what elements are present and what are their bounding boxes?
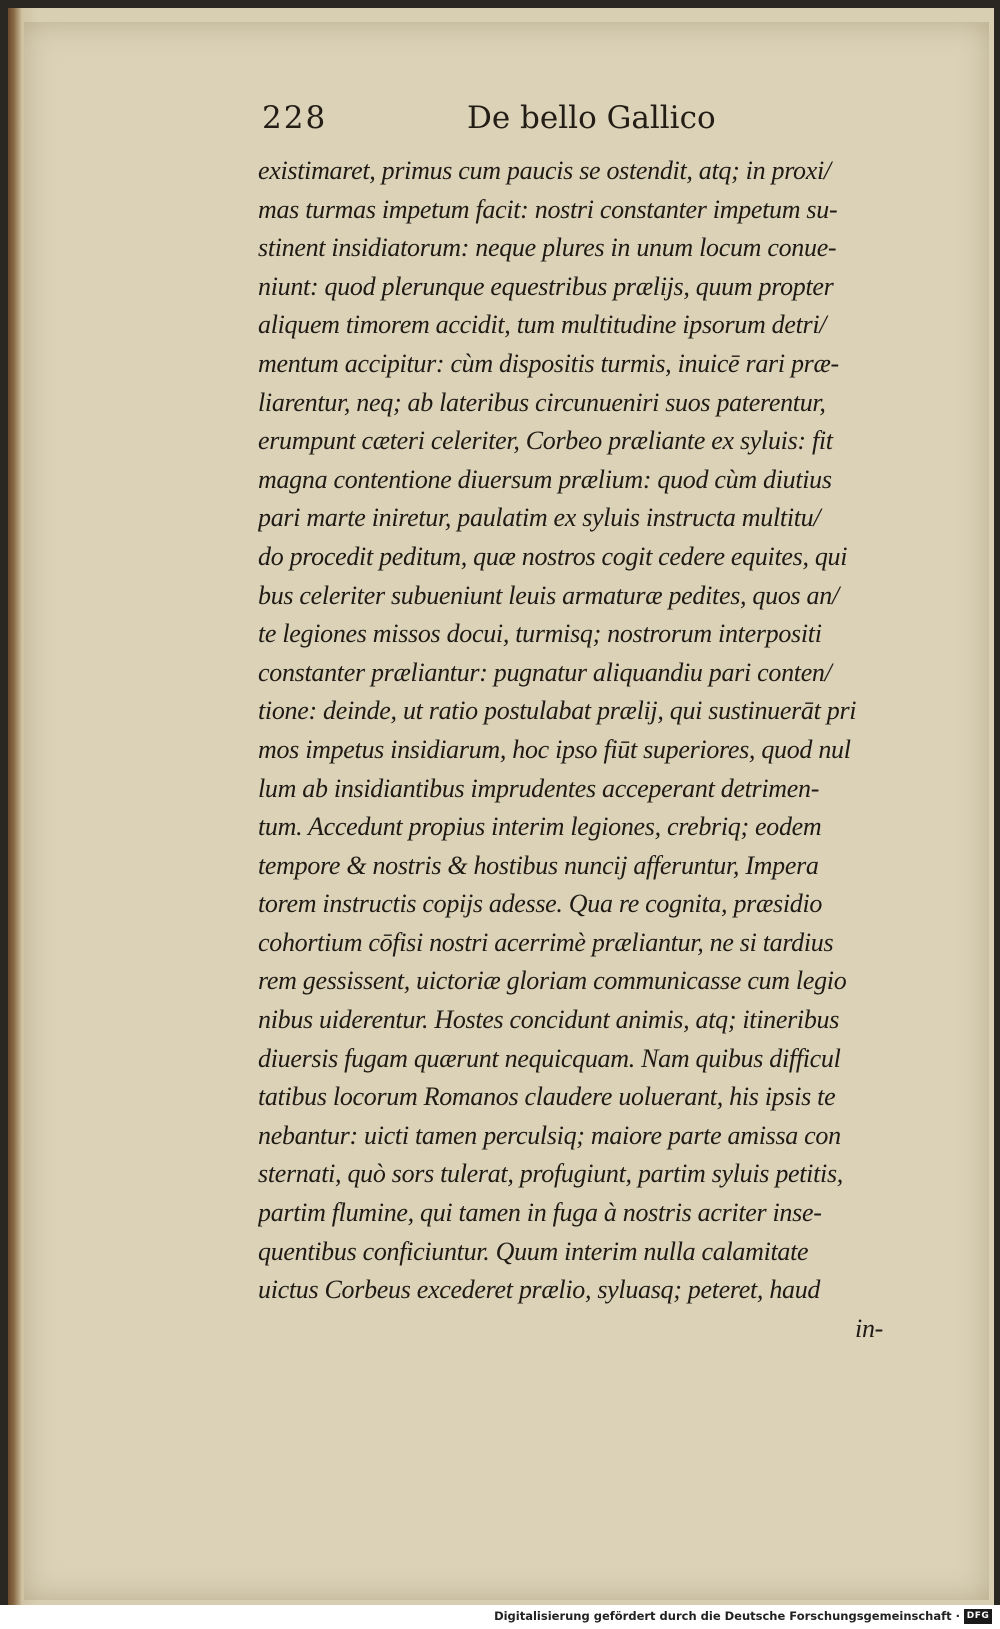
text-line: rem gessissent, uictoriæ gloriam communicasse cum legio — [258, 966, 847, 996]
body-text — [258, 152, 923, 1348]
text-line: cohortium cōfisi nostri acerrimè præliantur, ne si tardius — [258, 927, 834, 957]
text-line: magna contentione diuersum prælium: quod cùm diutius — [258, 464, 832, 494]
text-line: nebantur: uicti tamen perculsiq; maiore parte amissa con — [258, 1120, 841, 1150]
dfg-logo: DFG — [964, 1609, 992, 1624]
text-line: uictus Corbeus excederet prælio, syluasq; peteret, haud — [258, 1275, 821, 1305]
running-title: De bello Gallico — [467, 100, 716, 136]
text-line: partim flumine, qui tamen in fuga à nostris acriter inse- — [258, 1198, 822, 1228]
running-head — [262, 100, 732, 144]
text-line: tum. Accedunt propius interim legiones, crebriq; eodem — [258, 812, 822, 842]
text-line: in- — [855, 1313, 883, 1343]
text-line: te legiones missos docui, turmisq; nostrorum interpositi — [258, 619, 822, 649]
text-line: pari marte iniretur, paulatim ex syluis instructa multitu/ — [258, 503, 821, 533]
text-line: tatibus locorum Romanos claudere uoluerant, his ipsis te — [258, 1082, 836, 1112]
text-line: erumpunt cæteri celeriter, Corbeo præliante ex syluis: fit — [258, 426, 833, 456]
text-line: constanter præliantur: pugnatur aliquandiu pari conten/ — [258, 657, 832, 687]
digitization-credit: Digitalisierung gefördert durch die Deutsche Forschungsgemeinschaft · — [494, 1609, 960, 1623]
text-line: tione: deinde, ut ratio postulabat prælij, qui sustinuerāt pri — [258, 696, 857, 726]
text-line: niunt: quod plerunque equestribus prælijs, quum propter — [258, 271, 834, 301]
text-line: lum ab insidiantibus imprudentes acceperant detrimen- — [258, 773, 820, 803]
text-line: mas turmas impetum facit: nostri constanter impetum su- — [258, 194, 838, 224]
text-line: nibus uiderentur. Hostes concidunt animis, atq; itineribus — [258, 1005, 840, 1035]
text-line: stinent insidiatorum: neque plures in unum locum conue- — [258, 233, 837, 263]
text-line: diuersis fugam quærunt nequicquam. Nam quibus difficul — [258, 1043, 841, 1073]
text-line: liarentur, neq; ab lateribus circunueniri suos paterentur, — [258, 387, 826, 417]
text-line: quentibus conficiuntur. Quum interim nulla calamitate — [258, 1236, 809, 1266]
text-line: bus celeriter subueniunt leuis armaturæ pedites, quos an/ — [258, 580, 839, 610]
text-line: torem instructis copijs adesse. Qua re cognita, præsidio — [258, 889, 823, 919]
text-line: do procedit peditum, quæ nostros cogit cedere equites, qui — [258, 541, 848, 571]
text-line: mentum accipitur: cùm dispositis turmis, inuicē rari præ- — [258, 348, 839, 378]
text-line: tempore & nostris & hostibus nuncij afferuntur, Impera — [258, 850, 819, 880]
text-line: aliquem timorem accidit, tum multitudine ipsorum detri/ — [258, 310, 827, 340]
page-number: 228 — [262, 100, 328, 136]
footer-bar — [0, 1605, 1000, 1629]
text-line: mos impetus insidiarum, hoc ipso fiūt superiores, quod nul — [258, 734, 851, 764]
text-line: existimaret, primus cum paucis se ostendit, atq; in proxi/ — [258, 156, 831, 185]
text-line: sternati, quò sors tulerat, profugiunt, partim syluis petitis, — [258, 1159, 843, 1189]
